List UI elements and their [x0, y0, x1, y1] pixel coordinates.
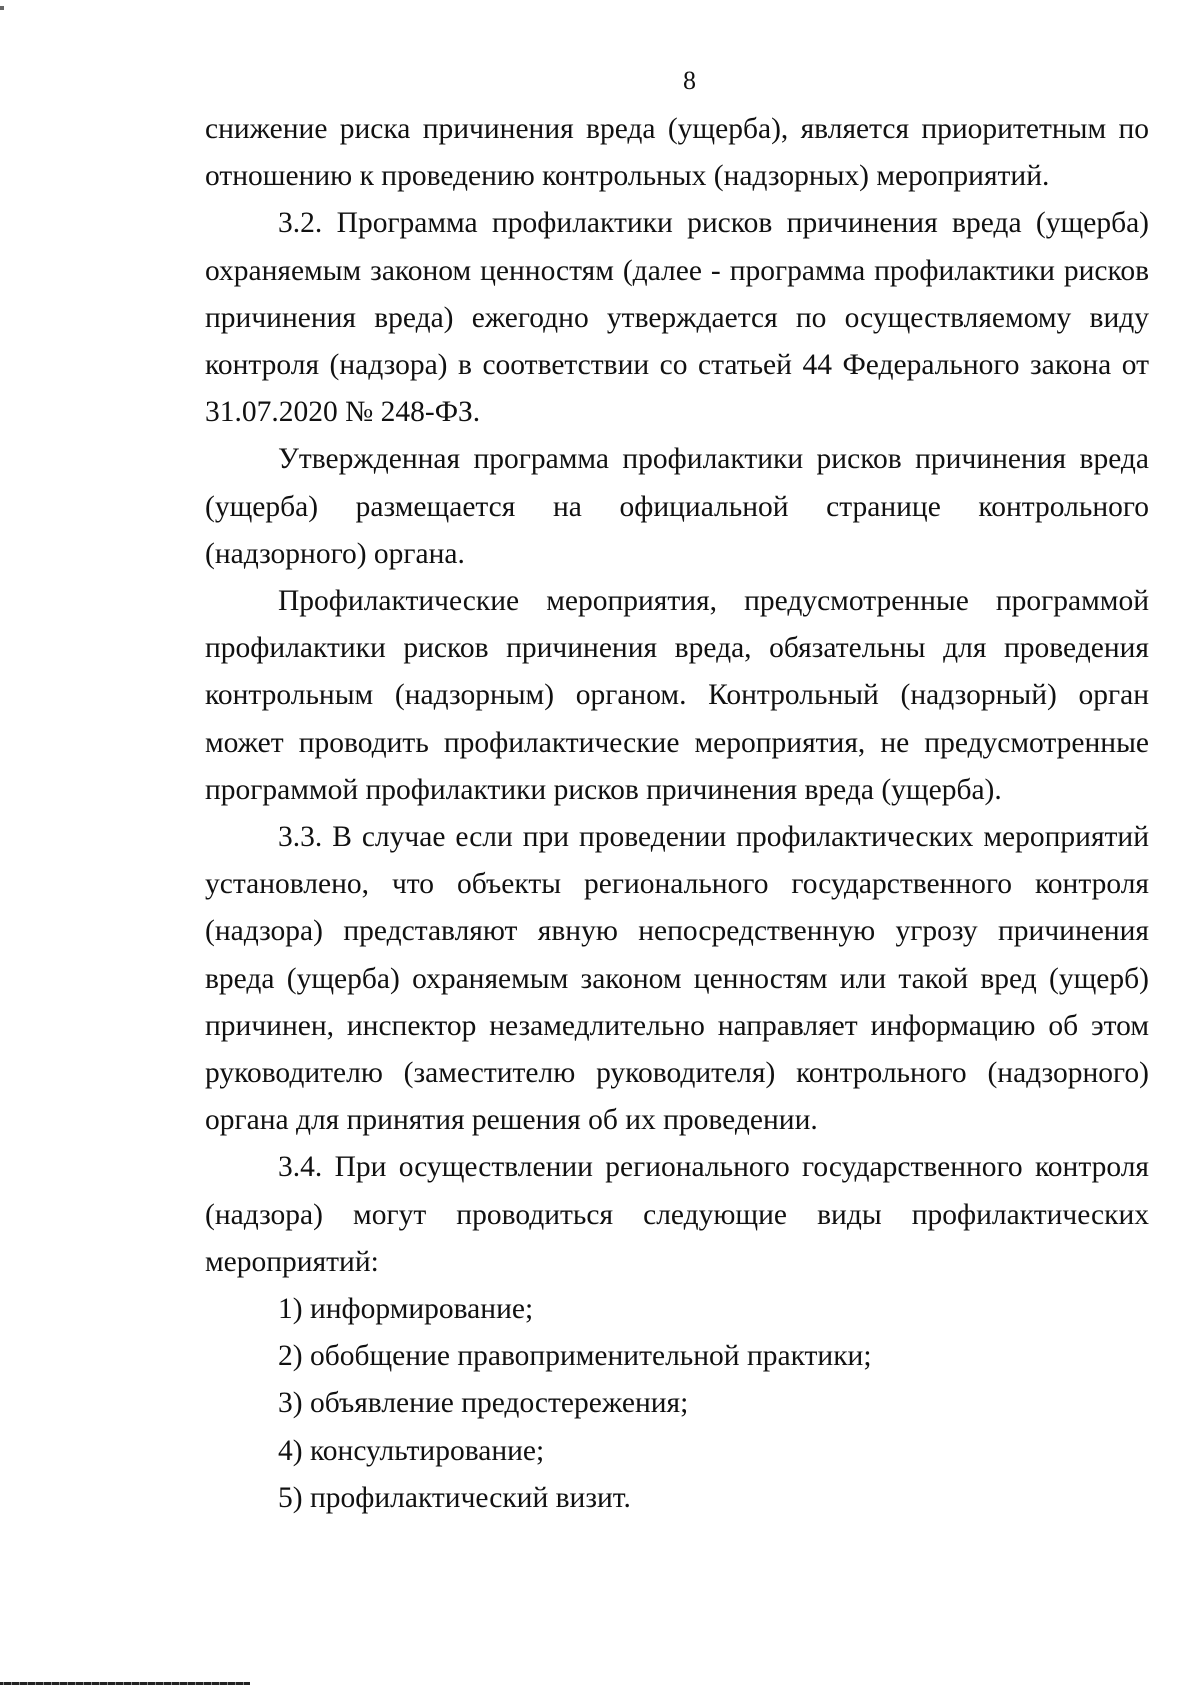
paragraph-preventive-measures: Профилактические мероприятия, предусмотренные программой профилактики рисков причинения вреда, обязательны для проведения контрольным (надзорным) органом. Контрольный (надзорный) орган может проводить профилактические мероприятия, не предусмотренные программой профилактики рисков причинения вреда (ущерба). [205, 585, 1149, 806]
paragraph-3-4: 3.4. При осуществлении регионального государственного контроля (надзора) могут проводиться следующие виды профилактических мероприятий: [205, 1151, 1149, 1278]
document-body [205, 106, 1149, 1522]
list-item: 2) обобщение правоприменительной практики; [278, 1340, 872, 1373]
list-item: 1) информирование; [278, 1293, 534, 1326]
page-number: 8 [683, 66, 696, 95]
list-item: 3) объявление предостережения; [278, 1387, 689, 1420]
paragraph-3-2: 3.2. Программа профилактики рисков причинения вреда (ущерба) охраняемым законом ценностям (далее - программа профилактики рисков причинения вреда) ежегодно утверждается по осуществляемому виду контроля (надзора) в соответствии со статьей 44 Федерального закона от 31.07.2020 № 248-ФЗ. [205, 207, 1149, 429]
scan-artifact-dot [0, 6, 4, 10]
paragraph-continuation: снижение риска причинения вреда (ущерба), является приоритетным по отношению к проведению контрольных (надзорных) мероприятий. [205, 113, 1149, 193]
paragraph-3-3: 3.3. В случае если при проведении профилактических мероприятий установлено, что объекты регионального государственного контроля (надзора) представляют явную непосредственную угрозу причинения вреда (ущерба) охраняемым законом ценностям или такой вред (ущерб) причинен, инспектор незамедлительно направляет информацию об этом руководителю (заместителю руководителя) контрольного (надзорного) органа для принятия решения об их проведении. [205, 821, 1149, 1137]
list-item: 5) профилактический визит. [278, 1481, 631, 1514]
scan-artifact-line [0, 1682, 250, 1685]
paragraph-approved-program: Утвержденная программа профилактики рисков причинения вреда (ущерба) размещается на официальной странице контрольного (надзорного) органа. [205, 443, 1149, 570]
list-item: 4) консультирование; [278, 1434, 545, 1467]
